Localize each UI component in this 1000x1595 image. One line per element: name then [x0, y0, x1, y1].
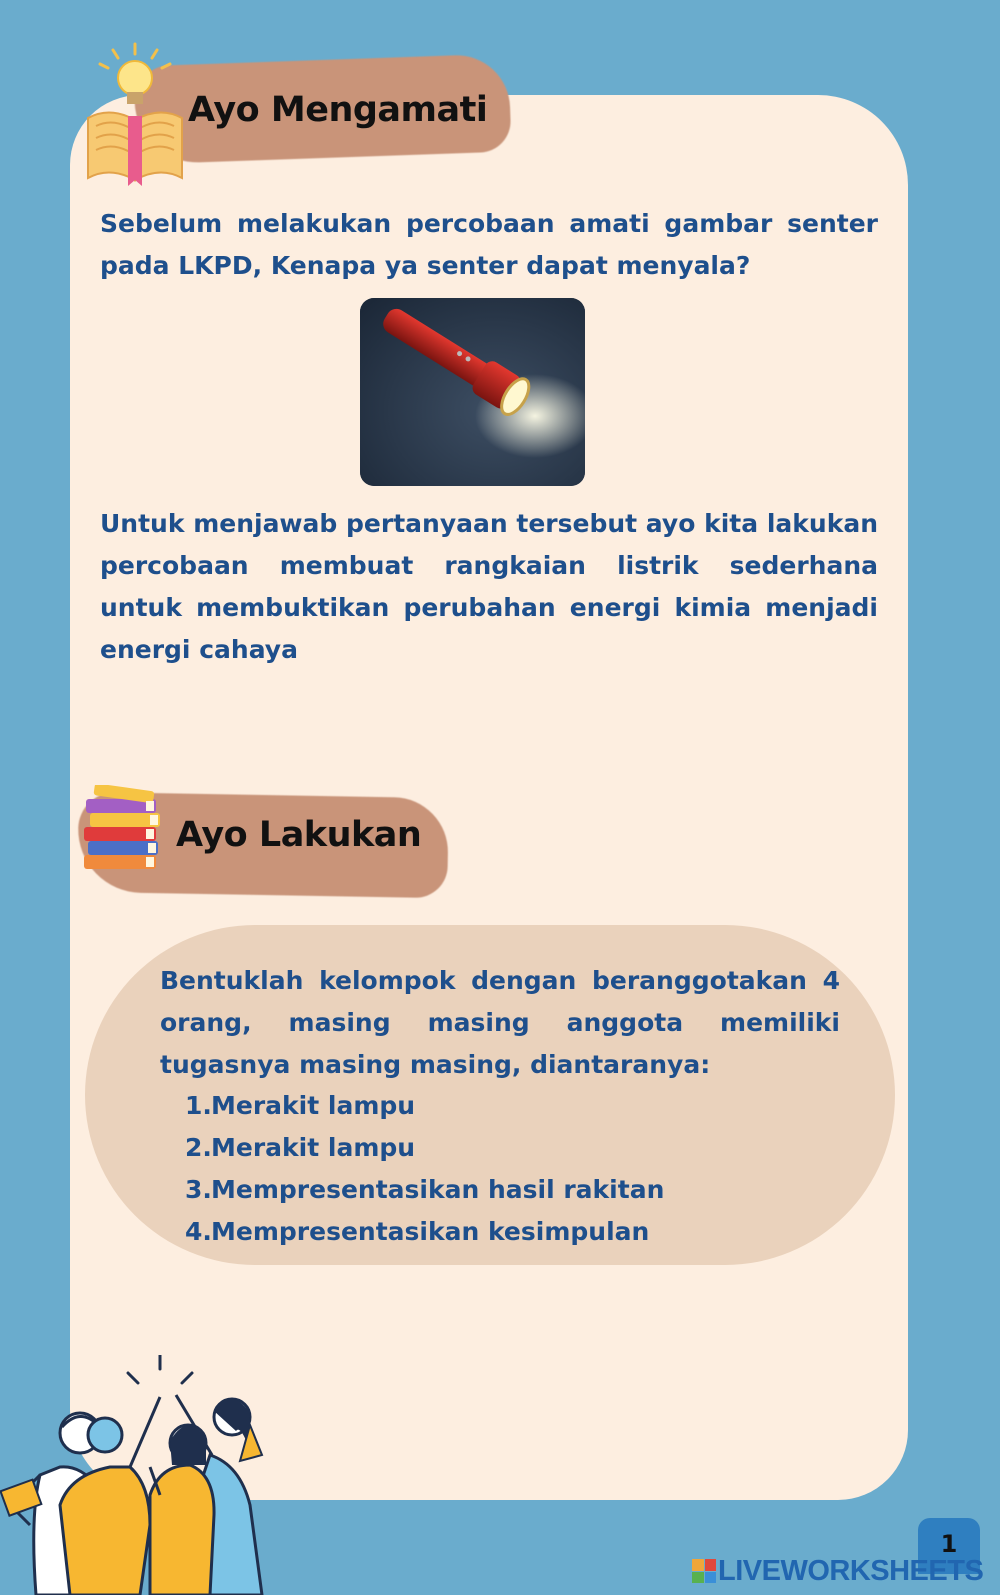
brand-text: LIVEWORKSHEETS	[718, 1554, 984, 1587]
section-title-lakukan: Ayo Lakukan	[176, 815, 422, 855]
page-number: 1	[918, 1518, 980, 1574]
section-title-mengamati: Ayo Mengamati	[188, 90, 488, 130]
list-item: 1.Merakit lampu	[185, 1091, 416, 1120]
list-item: 3.Mempresentasikan hasil rakitan	[185, 1175, 665, 1204]
liveworksheets-logo	[692, 1553, 983, 1589]
instruction-text: Bentuklah kelompok dengan beranggotakan 4 orang, masing masing anggota memiliki tugasnya masing masing, diantaranya:	[160, 966, 840, 1079]
list-item: 4.Mempresentasikan kesimpulan	[185, 1217, 650, 1246]
liveworksheets-logo-icon	[692, 1559, 716, 1583]
team-high-five-illustration	[0, 1355, 290, 1595]
lightbulb-book-icon	[80, 40, 190, 190]
task-list	[185, 1085, 664, 1253]
book-stack-icon	[82, 785, 167, 875]
list-item: 2.Merakit lampu	[185, 1133, 416, 1162]
question-text: Sebelum melakukan percobaan amati gambar senter pada LKPD, Kenapa ya senter dapat menyala?	[100, 209, 878, 280]
flashlight-photo	[360, 298, 585, 486]
explanation-text: Untuk menjawab pertanyaan tersebut ayo kita lakukan percobaan membuat rangkaian listrik sederhana untuk membuktikan perubahan energi kimia menjadi energi cahaya	[100, 509, 878, 664]
